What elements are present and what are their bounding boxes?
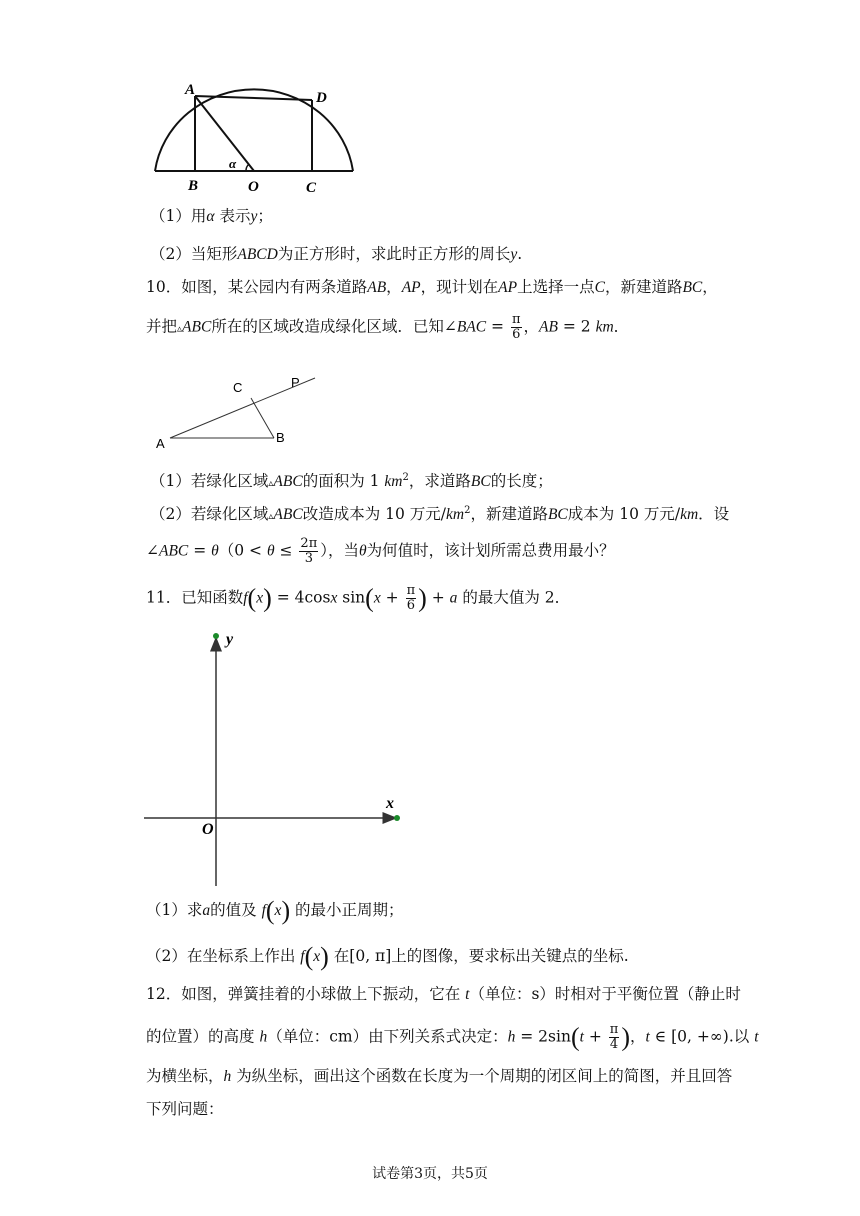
label-alpha: α — [229, 156, 237, 171]
q11-statement: 11．已知函数f(x) = 4cosx sin(x + $\frac{\pi}{6}$ ) + a 的最大值为 2． — [146, 583, 571, 613]
label-d: D — [316, 90, 327, 106]
q11-part1: （1）求a的值及 f(x) 的最小正周期； — [146, 896, 404, 925]
q9-part1: （1）用α 表示y； — [150, 207, 273, 225]
label-y: y — [226, 631, 234, 648]
page-footer: 试卷第3页，共5页 — [372, 1166, 488, 1182]
q10-part2-line1: （2）若绿化区域▵ABC改造成本为 10 万元$/km^2$，新建道路BC成本为 10 万元/km．设 — [150, 505, 730, 524]
label-origin: O — [202, 821, 214, 838]
semicircle-figure — [150, 78, 360, 198]
label-b: B — [276, 430, 285, 445]
label-c: C — [306, 180, 317, 196]
label-b: B — [188, 178, 199, 194]
q12-line2: 的位置）的高度 h（单位：cm）由下列关系式决定：h = 2sin(t + $\frac{\pi}{4}$ )，t ∈ [0, +∞).以 t — [146, 1022, 759, 1052]
label-c: C — [233, 380, 243, 395]
q12-line3: 为横坐标，h 为纵坐标，画出这个函数在长度为一个周期的闭区间上的简图，并且回答 — [146, 1067, 733, 1085]
q9-part2: （2）当矩形ABCD为正方形时，求此时正方形的周长y. — [150, 245, 523, 263]
q10-part1: （1）若绿化区域▵ABC的面积为 1 $km^2$，求道路BC的长度； — [150, 472, 553, 491]
fraction-2pi-over-3: $\frac{2\pi}{3}$ — [300, 536, 318, 566]
q10-line1: 10．如图，某公园内有两条道路AB，AP，现计划在AP上选择一点C，新建道路BC， — [146, 278, 718, 296]
label-a: A — [156, 436, 165, 451]
fraction-pi-over-4: $\frac{\pi}{4}$ — [609, 1022, 619, 1052]
label-p: P — [291, 375, 300, 390]
fraction-pi-over-6: $\frac{\pi}{6}$ — [406, 583, 416, 613]
q12-line1: 12．如图，弹簧挂着的小球做上下振动，它在 t（单位：s）时相对于平衡位置（静止时 — [146, 985, 741, 1003]
q10-part2-line2: ∠ABC = θ（0 < θ ≤ $\frac{2\pi}{3}$ ），当θ为何值时，该计划所需总费用最小？ — [146, 536, 615, 566]
coordinate-axes — [140, 628, 410, 890]
q12-line4: 下列问题： — [146, 1100, 224, 1118]
label-x: x — [386, 795, 394, 812]
q10-line2: 并把▵ABC所在的区域改造成绿化区域．已知∠BAC = $\frac{\pi}{6}$ ，AB = 2 km． — [146, 312, 630, 342]
triangle-figure — [150, 372, 320, 452]
q11-part2: （2）在坐标系上作出 f(x) 在[0, π]上的图像，要求标出关键点的坐标. — [146, 942, 629, 971]
label-o: O — [248, 179, 259, 195]
fraction-pi-over-6: $\frac{\pi}{6}$ — [511, 312, 521, 342]
label-a: A — [185, 82, 196, 98]
